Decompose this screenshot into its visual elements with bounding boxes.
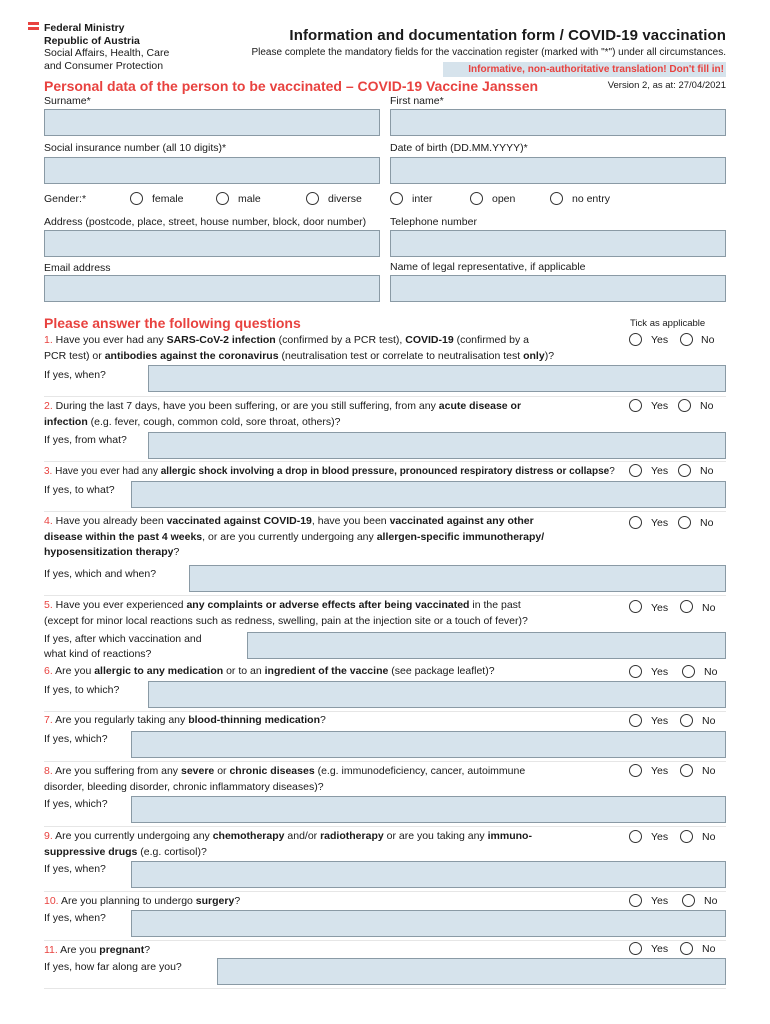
q4-answer-field[interactable] — [189, 565, 726, 592]
q4-no-label: No — [700, 517, 714, 529]
version-label: Version 2, as at: 27/04/2021 — [607, 80, 726, 91]
question-2: 2. During the last 7 days, have you been suffering, or are you still suffering, from any acute disease or infection (e.g. fever, cough, common cold, sore throat, others)? — [44, 400, 522, 428]
gender-inter-label: inter — [412, 193, 433, 205]
q5-no-radio[interactable] — [680, 600, 693, 613]
q8-yes-radio[interactable] — [629, 764, 642, 777]
q4-sub-label: If yes, which and when? — [44, 568, 157, 580]
q3-yes-radio[interactable] — [629, 464, 642, 477]
q1-no-label: No — [701, 334, 715, 346]
q4-yes-radio[interactable] — [629, 516, 642, 529]
q11-no-radio[interactable] — [680, 942, 693, 955]
q8-no-label: No — [702, 765, 716, 777]
form-title: Information and documentation form / COVID-19 vaccination — [289, 27, 726, 44]
q5-yes-radio[interactable] — [629, 600, 642, 613]
gender-no-entry-radio[interactable] — [550, 192, 563, 205]
q7-sub-label: If yes, which? — [44, 733, 108, 745]
q5-answer-field[interactable] — [247, 632, 726, 659]
email-field[interactable] — [44, 275, 380, 302]
q11-yes-radio[interactable] — [629, 942, 642, 955]
dob-field[interactable] — [390, 157, 726, 184]
question-8: 8. Are you suffering from any severe or chronic diseases (e.g. immunodeficiency, cancer, autoimmune disorder, bleeding disorder, chronic inflammatory diseases)? — [44, 765, 526, 793]
q1-sub-label: If yes, when? — [44, 369, 106, 381]
gender-female-radio[interactable] — [130, 192, 143, 205]
question-7: 7. Are you regularly taking any blood-thinning medication? — [44, 714, 326, 726]
q10-answer-field[interactable] — [131, 910, 726, 937]
q3-sub-label: If yes, to what? — [44, 484, 115, 496]
divider — [44, 396, 726, 397]
q11-yes-label: Yes — [651, 943, 669, 955]
question-4: 4. Have you already been vaccinated against COVID-19, have you been vaccinated against any other disease within the past 4 weeks, or are you currently undergoing any allergen-specific immunotherapy/ hyposensitization therapy? — [44, 515, 545, 558]
q7-yes-radio[interactable] — [629, 714, 642, 727]
q5-no-label: No — [702, 602, 716, 614]
ministry-name: Federal Ministry Republic of Austria Social Affairs, Health, Care and Consumer Protection — [44, 22, 170, 72]
gender-diverse-radio[interactable] — [306, 192, 319, 205]
phone-label: Telephone number — [390, 216, 477, 228]
gender-label: Gender:* — [44, 193, 87, 205]
q9-yes-label: Yes — [651, 831, 669, 843]
q1-yes-label: Yes — [651, 334, 669, 346]
translation-note: Informative, non-authoritative translation! Don't fill in! — [443, 62, 726, 77]
q6-yes-label: Yes — [651, 666, 669, 678]
q8-sub-label: If yes, which? — [44, 798, 108, 810]
q5-yes-label: Yes — [651, 602, 669, 614]
gender-male-radio[interactable] — [216, 192, 229, 205]
q9-sub-label: If yes, when? — [44, 863, 106, 875]
q9-answer-field[interactable] — [131, 861, 726, 888]
question-9: 9. Are you currently undergoing any chemotherapy and/or radiotherapy or are you taking any immuno- suppressive drugs (e.g. cortisol)? — [44, 830, 532, 858]
question-1: 1. Have you ever had any SARS-CoV-2 infection (confirmed by a PCR test), COVID-19 (confirmed by a PCR test) or antibodies against the coronavirus (neutralisation test or correlate to neutralisation test only)? — [44, 334, 555, 362]
q7-yes-label: Yes — [651, 715, 669, 727]
question-5: 5. Have you ever experienced any complaints or adverse effects after being vaccinated in the past (except for minor local reactions such as redness, swelling, pain at the injection site or a touch of fever)? — [44, 599, 528, 627]
address-field[interactable] — [44, 230, 380, 257]
q7-answer-field[interactable] — [131, 731, 726, 758]
q7-no-radio[interactable] — [680, 714, 693, 727]
q10-yes-radio[interactable] — [629, 894, 642, 907]
austria-flag-logo — [28, 22, 39, 30]
q8-answer-field[interactable] — [131, 796, 726, 823]
q1-yes-radio[interactable] — [629, 333, 642, 346]
q11-no-label: No — [702, 943, 716, 955]
q5-sub-label: If yes, after which vaccination and what kind of reactions? — [44, 633, 202, 660]
divider — [44, 988, 726, 989]
divider — [44, 761, 726, 762]
gender-no-entry-label: no entry — [572, 193, 610, 205]
question-6: 6. Are you allergic to any medication or to an ingredient of the vaccine (see package leaflet)? — [44, 665, 495, 677]
gender-female-label: female — [152, 193, 184, 205]
q2-answer-field[interactable] — [148, 432, 726, 459]
q6-answer-field[interactable] — [148, 681, 726, 708]
surname-field[interactable] — [44, 109, 380, 136]
firstname-label: First name* — [390, 95, 444, 107]
email-label: Email address — [44, 262, 111, 274]
q6-sub-label: If yes, to which? — [44, 684, 120, 696]
question-11: 11. Are you pregnant? — [44, 944, 151, 956]
q10-sub-label: If yes, when? — [44, 912, 106, 924]
q4-yes-label: Yes — [651, 517, 669, 529]
q2-yes-label: Yes — [651, 400, 669, 412]
surname-label: Surname* — [44, 95, 91, 107]
q10-no-radio[interactable] — [682, 894, 695, 907]
firstname-field[interactable] — [390, 109, 726, 136]
personal-data-heading: Personal data of the person to be vaccinated – COVID-19 Vaccine Janssen — [44, 78, 539, 94]
q4-no-radio[interactable] — [678, 516, 691, 529]
questions-heading: Please answer the following questions — [44, 315, 301, 331]
gender-inter-radio[interactable] — [390, 192, 403, 205]
phone-field[interactable] — [390, 230, 726, 257]
q2-no-radio[interactable] — [678, 399, 691, 412]
form-subtitle: Please complete the mandatory fields for the vaccination register (marked with "*") under all circumstances. — [251, 47, 726, 58]
divider — [44, 711, 726, 712]
gender-open-label: open — [492, 193, 516, 205]
q3-yes-label: Yes — [651, 465, 669, 477]
tick-header: Tick as applicable — [630, 318, 706, 329]
gender-open-radio[interactable] — [470, 192, 483, 205]
address-label: Address (postcode, place, street, house number, block, door number) — [44, 216, 367, 228]
question-3: 3. Have you ever had any allergic shock involving a drop in blood pressure, pronounced respiratory distress or collapse? — [44, 466, 615, 477]
q6-no-label: No — [704, 666, 718, 678]
divider — [44, 826, 726, 827]
q2-yes-radio[interactable] — [629, 399, 642, 412]
q10-no-label: No — [704, 895, 718, 907]
q6-yes-radio[interactable] — [629, 665, 642, 678]
q2-sub-label: If yes, from what? — [44, 434, 127, 446]
dob-label: Date of birth (DD.MM.YYYY)* — [390, 142, 528, 154]
ssn-field[interactable] — [44, 157, 380, 184]
q11-sub-label: If yes, how far along are you? — [44, 961, 182, 973]
divider — [44, 891, 726, 892]
q8-yes-label: Yes — [651, 765, 669, 777]
q3-answer-field[interactable] — [131, 481, 726, 508]
q8-no-radio[interactable] — [680, 764, 693, 777]
q6-no-radio[interactable] — [682, 665, 695, 678]
q9-no-radio[interactable] — [680, 830, 693, 843]
legal-rep-field[interactable] — [390, 275, 726, 302]
gender-male-label: male — [238, 193, 261, 205]
ssn-label: Social insurance number (all 10 digits)* — [44, 142, 227, 154]
q3-no-radio[interactable] — [678, 464, 691, 477]
q2-no-label: No — [700, 400, 714, 412]
q1-no-radio[interactable] — [680, 333, 693, 346]
question-10: 10. Are you planning to undergo surgery? — [44, 895, 241, 907]
divider — [44, 940, 726, 941]
divider — [44, 461, 726, 462]
divider — [44, 595, 726, 596]
q10-yes-label: Yes — [651, 895, 669, 907]
q3-no-label: No — [700, 465, 714, 477]
q11-answer-field[interactable] — [217, 958, 726, 985]
q1-answer-field[interactable] — [148, 365, 726, 392]
gender-diverse-label: diverse — [328, 193, 362, 205]
q9-no-label: No — [702, 831, 716, 843]
legal-rep-label: Name of legal representative, if applicable — [390, 261, 586, 273]
q9-yes-radio[interactable] — [629, 830, 642, 843]
q7-no-label: No — [702, 715, 716, 727]
divider — [44, 511, 726, 512]
